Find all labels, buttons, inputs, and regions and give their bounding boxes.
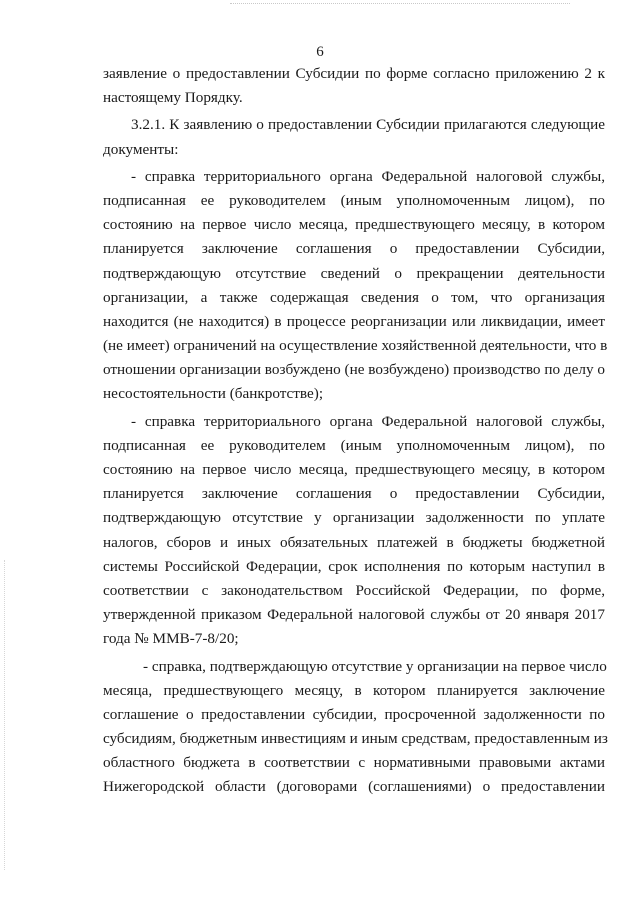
text-line: находится (не находится) в процессе реорганизации или ликвидации, имеет: [103, 312, 605, 330]
document-body: [103, 62, 608, 800]
text-line: настоящему Порядку.: [103, 89, 243, 107]
text-line: Нижегородской области (договорами (соглашениями) о предоставлении: [103, 778, 605, 796]
text-line: налогов, сборов и иных обязательных платежей в бюджеты бюджетной: [103, 533, 605, 551]
text-line: организации, а также содержащая сведения о том, что организация: [103, 288, 605, 306]
text-line: системы Российской Федерации, срок исполнения по которым наступил в: [103, 557, 605, 575]
text-line: года № ММВ-7-8/20;: [103, 630, 239, 648]
scan-edge-left: [4, 560, 5, 870]
text-line: несостоятельности (банкротстве);: [103, 385, 324, 403]
text-line: соответствии с законодательством Российской Федерации, по форме,: [103, 581, 605, 599]
text-line: подписанная ее руководителем (иным уполномоченным лицом), по: [103, 436, 605, 454]
text-line: подписанная ее руководителем (иным уполномоченным лицом), по: [103, 191, 605, 209]
text-line: 3.2.1. К заявлению о предоставлении Субсидии прилагаются следующие: [131, 116, 605, 134]
text-line: состоянию на первое число месяца, предшествующего месяцу, в котором: [103, 461, 605, 478]
text-line: документы:: [103, 140, 179, 158]
text-line: планируется заключение соглашения о предоставлении Субсидии,: [103, 485, 605, 503]
text-line: - справка территориального органа Федеральной налоговой службы,: [131, 412, 605, 430]
page-number: 6: [316, 44, 324, 60]
text-line: - справка, подтверждающую отсутствие у организации на первое число: [143, 657, 607, 675]
text-line: отношении организации возбуждено (не возбуждено) производство по делу о: [103, 361, 605, 379]
text-line: (не имеет) ограничений на осуществление хозяйственной деятельности, что в: [103, 337, 608, 355]
text-line: месяца, предшествующего месяцу, в котором планируется заключение: [103, 681, 605, 699]
text-line: соглашение о предоставлении субсидии, просроченной задолженности по: [103, 705, 605, 723]
text-line: подтверждающую отсутствие сведений о прекращении деятельности: [103, 264, 605, 282]
text-line: состоянию на первое число месяца, предшествующего месяцу, в котором: [103, 216, 605, 234]
text-line: - справка территориального органа Федеральной налоговой службы,: [131, 167, 605, 185]
text-line: заявление о предоставлении Субсидии по форме согласно приложению 2 к: [103, 65, 605, 82]
text-line: утвержденной приказом Федеральной налоговой службы от 20 января 2017: [103, 606, 605, 624]
text-line: подтверждающую отсутствие у организации задолженности по уплате: [103, 509, 605, 527]
text-line: областного бюджета в соответствии с нормативными правовыми актами: [103, 754, 605, 772]
scan-edge-top: [230, 3, 570, 4]
text-line: планируется заключение соглашения о предоставлении Субсидии,: [103, 240, 605, 258]
text-line: субсидиям, бюджетным инвестициям и иным средствам, предоставленным из: [103, 730, 608, 748]
